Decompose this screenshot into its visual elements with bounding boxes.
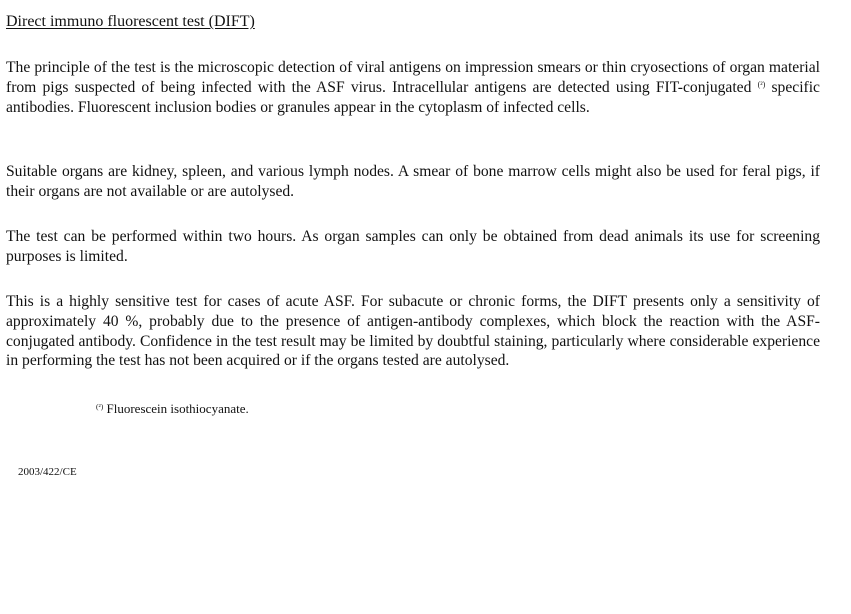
- document-reference: 2003/422/CE: [18, 466, 77, 478]
- paragraph-duration: The test can be performed within two hours. As organ samples can only be obtained from dead animals its use for screening purposes is limited.: [6, 228, 820, 265]
- paragraph-principle-text-start: The principle of the test is the microscopic detection of viral antigens on impression smears or thin cryosections of organ material from pigs suspected of being infected with the ASF virus. Intracellular antigens are detected using FIT-conjugated: [6, 59, 820, 96]
- paragraph-principle: [6, 58, 820, 117]
- paragraph-suitable-organs: Suitable organs are kidney, spleen, and various lymph nodes. A smear of bone marrow cells might also be used for feral pigs, if their organs are not available or are autolysed.: [6, 163, 820, 200]
- section-heading: Direct immuno fluorescent test (DIFT): [6, 13, 255, 30]
- footnote-marker: (²): [96, 402, 104, 411]
- footnote-reference-marker: (²): [757, 79, 766, 89]
- paragraph-sensitivity: This is a highly sensitive test for cases of acute ASF. For subacute or chronic forms, the DIFT presents only a sensitivity of approximately 40 %, probably due to the presence of antigen-antibody complexes, which block the reaction with the ASF-conjugated antibody. Confidence in the test result may be limited by doubtful staining, particularly where considerable experience in performing the test has not been acquired or if the organs tested are autolysed.: [6, 293, 820, 370]
- footnote-text: Fluorescein isothiocyanate.: [106, 401, 249, 416]
- footnote: [96, 400, 249, 418]
- paragraph-principle-text-end: specific antibodies. Fluorescent inclusion bodies or granules appear in the cytoplasm of infected cells.: [6, 78, 820, 116]
